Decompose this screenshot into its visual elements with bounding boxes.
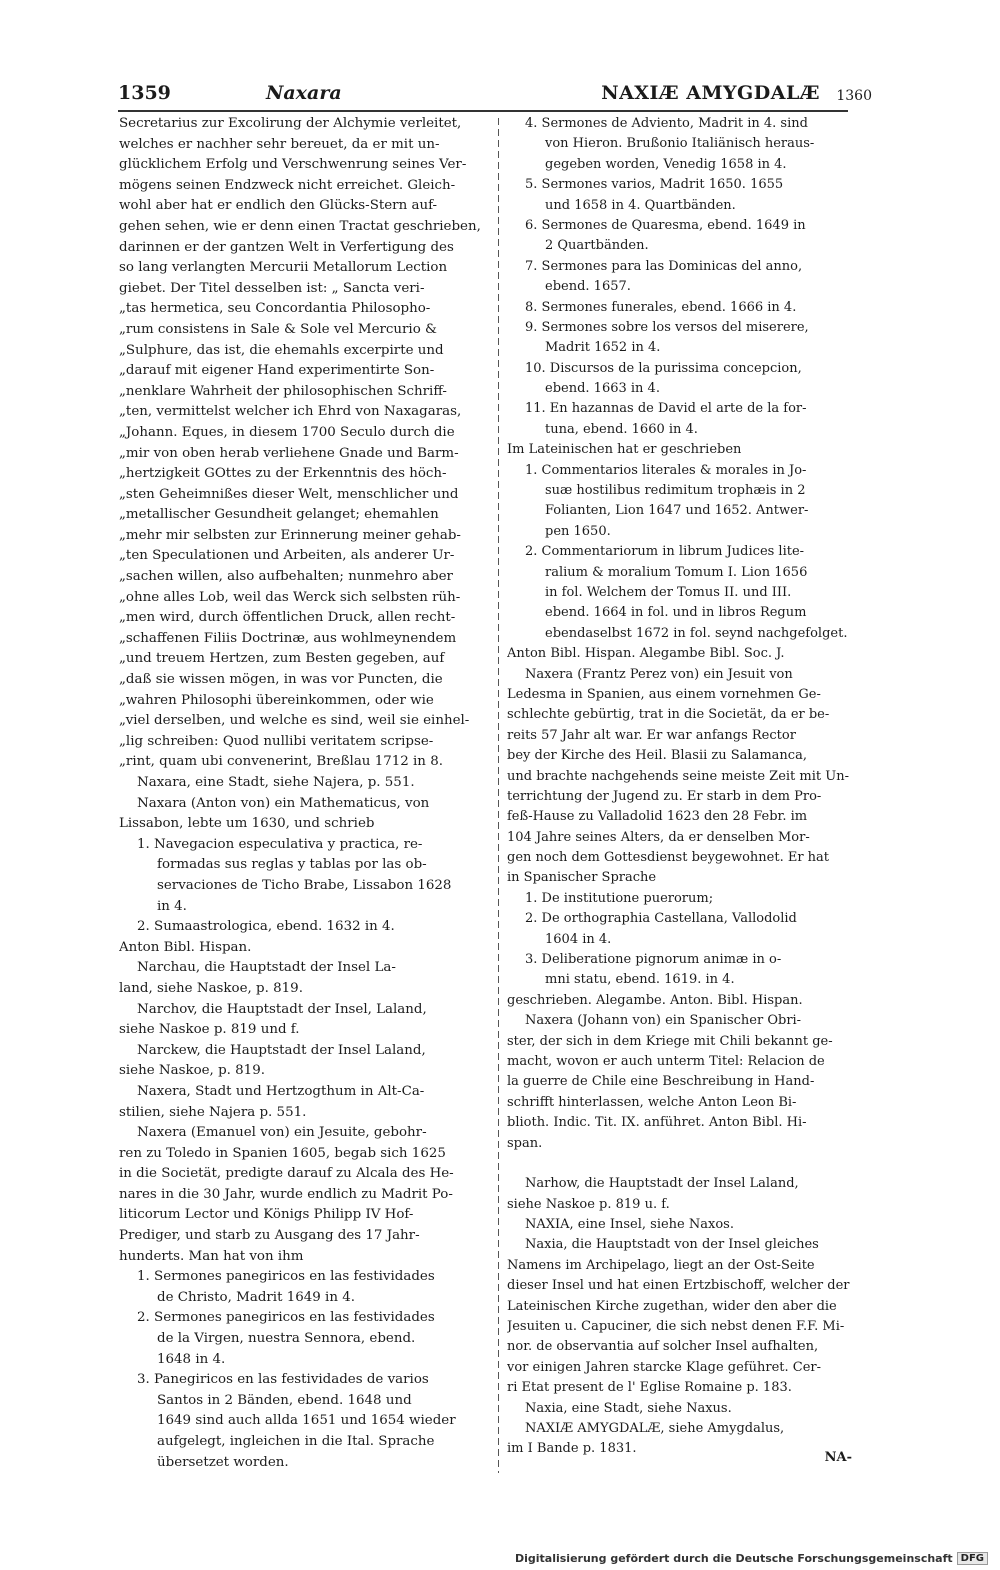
page-number-right: 1360: [836, 88, 872, 104]
text-line: ebend. 1663 in 4.: [545, 381, 660, 397]
text-line: „darauf mit eigener Hand experimentirte Son-: [119, 363, 435, 379]
text-line: „Johann. Eques, in diesem 1700 Seculo durch die: [119, 424, 455, 440]
text-line: Lateinischen Kirche zugethan, wider den aber die: [507, 1298, 837, 1314]
text-line: ebend. 1657.: [545, 279, 631, 295]
right-column: [507, 114, 852, 1460]
text-line: 8. Sermones funerales, ebend. 1666 in 4.: [525, 299, 797, 315]
text-line: „rint, quam ubi convenerint, Breßlau 1712 in 8.: [119, 754, 443, 770]
text-line: Naxera (Emanuel von) ein Jesuite, gebohr-: [137, 1125, 427, 1141]
text-line: 104 Jahre seines Alters, da er denselben Mor-: [507, 829, 810, 845]
text-line: aufgelegt, ingleichen in die Ital. Sprache: [157, 1434, 435, 1449]
text-line: bey der Kirche des Heil. Blasii zu Salamanca,: [507, 748, 807, 764]
text-line: in fol. Welchem der Tomus II. und III.: [545, 584, 792, 600]
text-line: 9. Sermones sobre los versos del miserere,: [525, 319, 809, 335]
text-line: de la Virgen, nuestra Sennora, ebend.: [157, 1331, 416, 1347]
text-line: suæ hostilibus redimitum trophæis in 2: [545, 483, 806, 499]
text-line: „nenklare Wahrheit der philosophischen Schriff-: [119, 383, 447, 399]
running-header: [118, 78, 872, 106]
catchword: NA-: [824, 1450, 852, 1465]
text-line: 1648 in 4.: [157, 1351, 226, 1367]
text-line: schlechte gebürtig, trat in die Societät, da er be-: [507, 707, 830, 723]
text-line: 2 Quartbänden.: [545, 238, 649, 254]
footer-text: Digitalisierung gefördert durch die Deutsche Forschungsgemeinschaft: [514, 1552, 953, 1565]
text-line: wohl aber hat er endlich den Glücks-Stern auf-: [119, 198, 438, 214]
text-line: ebendaselbst 1672 in fol. seynd nachgefolget.: [545, 625, 848, 641]
text-line: Ledesma in Spanien, aus einem vornehmen Ge-: [507, 686, 821, 702]
text-line: ren zu Toledo in Spanien 1605, begab sich 1625: [119, 1145, 446, 1161]
text-line: 10. Discursos de la purissima concepcion,: [525, 360, 802, 376]
text-line: „mehr mir selbsten zur Erinnerung meiner gehab-: [119, 527, 461, 543]
text-line: Im Lateinischen hat er geschrieben: [507, 442, 742, 458]
text-line: 1. Navegacion especulativa y practica, re-: [137, 836, 423, 852]
text-line: „mir von oben herab verliehene Gnade und Barm-: [119, 445, 459, 461]
text-line: ralium & moralium Tomum I. Lion 1656: [545, 564, 808, 580]
text-line: terrichtung der Jugend zu. Er starb in dem Pro-: [507, 788, 822, 804]
text-line: [507, 1154, 852, 1174]
text-line: in 4.: [157, 898, 187, 914]
text-line: 6. Sermones de Quaresma, ebend. 1649 in: [525, 217, 806, 233]
text-line: „rum consistens in Sale & Sole vel Mercurio &: [119, 321, 437, 337]
text-line: 5. Sermones varios, Madrit 1650. 1655: [525, 177, 784, 193]
text-line: 2. De orthographia Castellana, Vallodolid: [525, 911, 797, 927]
text-line: in die Societät, predigte darauf zu Alcala des He-: [119, 1166, 454, 1182]
text-line: siehe Naskoe p. 819 und f.: [119, 1022, 300, 1038]
text-line: Jesuiten u. Capuciner, die sich nebst denen F.F. Mi-: [507, 1319, 845, 1335]
text-line: 3. Panegiricos en las festividades de varios: [137, 1372, 429, 1388]
text-line: Naxia, die Hauptstadt von der Insel gleiches: [525, 1237, 819, 1253]
text-line: Namens im Archipelago, liegt an der Ost-Seite: [507, 1257, 815, 1273]
text-line: „viel derselben, und welche es sind, weil sie einhel-: [119, 713, 470, 729]
text-line: Lissabon, lebte um 1630, und schrieb: [119, 816, 375, 832]
text-line: „ten, vermittelst welcher ich Ehrd von Naxagaras,: [119, 404, 462, 420]
text-line: 11. En hazannas de David el arte de la for-: [525, 401, 807, 417]
text-line: pen 1650.: [545, 523, 611, 539]
text-line: Madrit 1652 in 4.: [545, 340, 661, 356]
text-line: ebend. 1664 in fol. und in libros Regum: [545, 605, 807, 621]
text-line: de Christo, Madrit 1649 in 4.: [157, 1289, 355, 1305]
text-line: Naxera, Stadt und Hertzogthum in Alt-Ca-: [137, 1083, 425, 1099]
text-line: siehe Naskoe, p. 819.: [119, 1063, 265, 1079]
text-line: Naxara, eine Stadt, siehe Najera, p. 551.: [137, 775, 415, 790]
text-line: schrifft hinterlassen, welche Anton Leon Bi-: [507, 1094, 797, 1110]
text-line: span.: [507, 1135, 543, 1151]
text-line: 1. Sermones panegiricos en las festividades: [137, 1269, 435, 1285]
text-line: „men wird, durch öffentlichen Druck, allen recht-: [119, 610, 456, 626]
text-line: 2. Sumaastrologica, ebend. 1632 in 4.: [137, 919, 395, 935]
text-line: „Sulphure, das ist, die ehemahls excerpirte und: [119, 342, 444, 358]
text-line: Naxara (Anton von) ein Mathematicus, von: [137, 795, 430, 811]
text-line: „metallischer Gesundheit gelanget; ehemahlen: [119, 507, 439, 523]
left-column: [119, 114, 489, 1473]
text-line: „wahren Philosophi übereinkommen, oder wie: [119, 692, 434, 708]
column-divider: [498, 118, 499, 1473]
text-line: so lang verlangten Mercurii Metallorum Lection: [119, 260, 448, 276]
text-line: „daß sie wissen mögen, in was vor Puncten, die: [119, 672, 443, 688]
text-line: reits 57 Jahr alt war. Er war anfangs Rector: [507, 727, 796, 743]
text-line: 2. Commentariorum in librum Judices lite-: [525, 544, 805, 560]
text-line: „ohne alles Lob, weil das Werck sich selbsten rüh-: [119, 589, 461, 605]
text-line: „schaffenen Filiis Doctrinæ, aus wohlmeynendem: [119, 630, 457, 646]
running-title-right: NAXIÆ AMYGDALÆ: [601, 82, 820, 104]
text-line: „sten Geheimnißes dieser Welt, menschlicher und: [119, 486, 459, 502]
text-line: „hertzigkeit GOttes zu der Erkenntnis des höch-: [119, 466, 447, 482]
text-line: „und treuem Hertzen, zum Besten gegeben, auf: [119, 651, 445, 667]
text-line: im I Bande p. 1831.: [507, 1441, 637, 1457]
text-line: und 1658 in 4. Quartbänden.: [545, 197, 736, 213]
text-line: gegeben worden, Venedig 1658 in 4.: [545, 156, 787, 172]
text-line: tuna, ebend. 1660 in 4.: [545, 421, 698, 437]
text-line: 2. Sermones panegiricos en las festividades: [137, 1310, 435, 1326]
text-line: vor einigen Jahren starcke Klage geführet. Cer-: [507, 1359, 821, 1375]
text-line: Prediger, und starb zu Ausgang des 17 Jahr-: [119, 1228, 420, 1244]
text-line: macht, wovon er auch unterm Titel: Relacion de: [507, 1053, 825, 1069]
text-line: Anton Bibl. Hispan.: [119, 939, 252, 955]
text-line: Naxia, eine Stadt, siehe Naxus.: [525, 1400, 732, 1416]
dfg-logo: DFG: [957, 1552, 988, 1565]
page-number-left: 1359: [118, 82, 171, 104]
text-line: blioth. Indic. Tit. IX. anführet. Anton Bibl. Hi-: [507, 1115, 807, 1131]
text-line: NAXIA, eine Insel, siehe Naxos.: [525, 1217, 734, 1233]
text-line: nares in die 30 Jahr, wurde endlich zu Madrit Po-: [119, 1186, 453, 1202]
text-line: von Hieron. Brußonio Italiänisch heraus-: [545, 136, 815, 152]
text-line: Santos in 2 Bänden, ebend. 1648 und: [157, 1392, 412, 1408]
text-line: stilien, siehe Najera p. 551.: [119, 1104, 307, 1120]
text-line: 7. Sermones para las Dominicas del anno,: [525, 258, 803, 274]
text-line: „sachen willen, also aufbehalten; nunmehro aber: [119, 569, 453, 585]
text-line: NAXIÆ AMYGDALÆ, siehe Amygdalus,: [525, 1421, 785, 1436]
text-line: Secretarius zur Excolirung der Alchymie verleitet,: [119, 116, 462, 131]
text-line: Narchau, die Hauptstadt der Insel La-: [137, 960, 396, 976]
text-line: Folianten, Lion 1647 und 1652. Antwer-: [545, 503, 809, 519]
text-line: 1. De institutione puerorum;: [525, 890, 714, 906]
text-line: servaciones de Ticho Brabe, Lissabon 1628: [157, 877, 452, 893]
text-line: Anton Bibl. Hispan. Alegambe Bibl. Soc. J.: [507, 646, 785, 662]
text-line: feß-Hause zu Valladolid 1623 den 28 Febr. im: [507, 809, 808, 825]
text-line: nor. de observantia auf solcher Insel aufhalten,: [507, 1339, 819, 1355]
text-line: „lig schreiben: Quod nullibi veritatem scripse-: [119, 733, 434, 749]
text-line: geschrieben. Alegambe. Anton. Bibl. Hispan.: [507, 992, 803, 1008]
text-line: 1. Commentarios literales & morales in Jo-: [525, 462, 807, 478]
running-title-left: Naxara: [266, 82, 342, 104]
text-line: Narchov, die Hauptstadt der Insel, Laland,: [137, 1001, 427, 1017]
text-line: land, siehe Naskoe, p. 819.: [119, 980, 303, 996]
text-line: übersetzet worden.: [157, 1454, 289, 1470]
text-line: mögens seinen Endzweck nicht erreichet. Gleich-: [119, 177, 456, 193]
text-line: Narckew, die Hauptstadt der Insel Laland,: [137, 1042, 426, 1058]
text-line: ri Etat present de l' Eglise Romaine p. 183.: [507, 1380, 792, 1396]
text-line: ster, der sich in dem Kriege mit Chili bekannt ge-: [507, 1033, 833, 1049]
text-line: hunderts. Man hat von ihm: [119, 1248, 304, 1264]
text-line: Naxera (Johann von) ein Spanischer Obri-: [525, 1013, 802, 1029]
text-line: giebet. Der Titel desselben ist: „ Sancta veri-: [119, 280, 425, 296]
text-line: glücklichem Erfolg und Verschwenrung seines Ver-: [119, 157, 467, 173]
text-line: formadas sus reglas y tablas por las ob-: [157, 857, 427, 873]
text-line: la guerre de Chile eine Beschreibung in Hand-: [507, 1074, 815, 1090]
header-rule: [118, 110, 848, 112]
text-line: gehen sehen, wie er denn einen Tractat geschrieben,: [119, 218, 481, 234]
text-line: 1604 in 4.: [545, 931, 612, 947]
text-line: Naxera (Frantz Perez von) ein Jesuit von: [525, 666, 793, 682]
text-line: 1649 sind auch allda 1651 und 1654 wieder: [157, 1413, 456, 1429]
text-line: Narhow, die Hauptstadt der Insel Laland,: [525, 1176, 799, 1192]
text-line: siehe Naskoe p. 819 u. f.: [507, 1196, 670, 1212]
text-line: und brachte nachgehends seine meiste Zeit mit Un-: [507, 768, 849, 784]
text-line: darinnen er der gantzen Welt in Verfertigung des: [119, 239, 454, 255]
digitization-footer: [515, 1552, 988, 1565]
text-line: „ten Speculationen und Arbeiten, als anderer Ur-: [119, 548, 455, 564]
text-line: in Spanischer Sprache: [507, 870, 657, 886]
text-line: 3. Deliberatione pignorum animæ in o-: [525, 952, 782, 968]
text-line: gen noch dem Gottesdienst beygewohnet. Er hat: [507, 850, 830, 866]
text-line: welches er nachher sehr bereuet, da er mit un-: [119, 136, 440, 152]
text-line: 4. Sermones de Adviento, Madrit in 4. sind: [525, 116, 808, 131]
text-line: liticorum Lector und Königs Philipp IV Hof-: [119, 1207, 414, 1223]
text-line: „tas hermetica, seu Concordantia Philosopho-: [119, 301, 431, 317]
text-line: mni statu, ebend. 1619. in 4.: [545, 972, 735, 988]
text-line: dieser Insel und hat einen Ertzbischoff, welcher der: [507, 1278, 850, 1294]
